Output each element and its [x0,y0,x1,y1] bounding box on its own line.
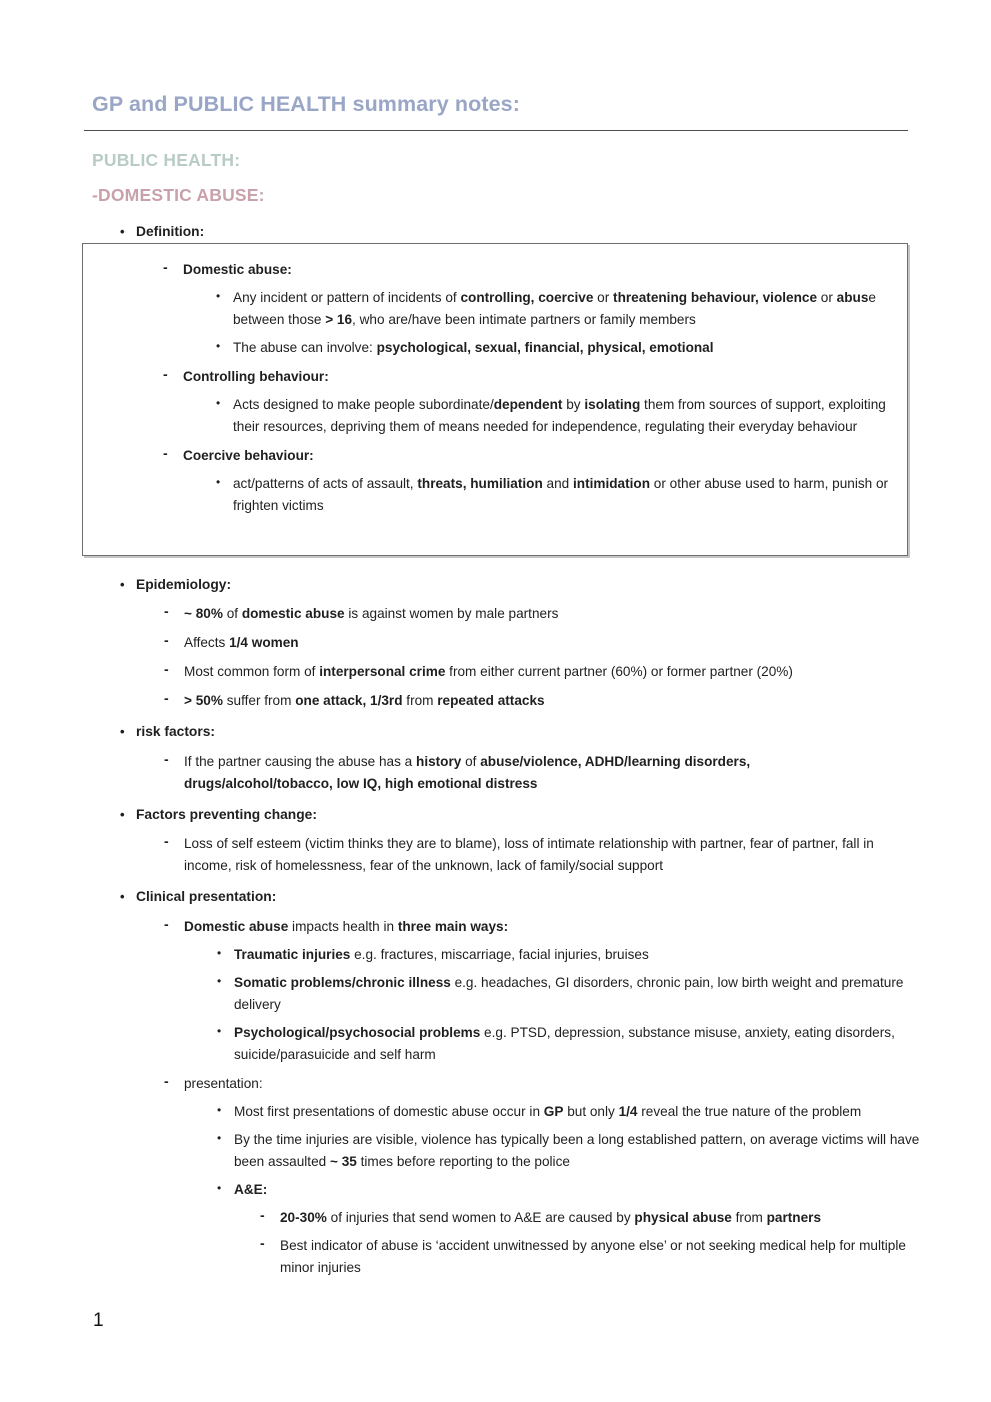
definition-item-point-text: Acts designed to make people subordinate/dependent by isolating them from sources of support, exploiting their resources, depriving them of means needed for independence, regulating their everyday behaviour [233,397,886,435]
epidemiology-points [0,603,991,712]
list-item-clinical-presentation [118,886,991,908]
bullet-icon: • [217,1130,222,1145]
bullet-icon: • [217,1102,222,1117]
definition-item-point-text: act/patterns of acts of assault, threats, humiliation and intimidation or other abuse used to harm, punish or frighten victims [233,476,889,514]
definition-item-point [213,394,893,438]
list-item [214,1129,924,1173]
list-item-text: Best indicator of abuse is ‘accident unwitnessed by anyone else’ or not seeking medical help for multiple minor injuries [280,1237,906,1275]
definition-box-content [83,244,907,517]
definition-item-point-text: The abuse can involve: psychological, sexual, financial, physical, emotional [233,340,714,356]
bullet-icon: • [217,945,222,960]
list-item-text: 20-30% of injuries that send women to A&E are caused by physical abuse from partners [280,1209,822,1225]
dash-icon: - [164,603,169,620]
list-item [162,751,884,795]
dash-icon: - [164,632,169,649]
list-item [162,833,884,877]
list-item [162,690,884,712]
bullet-icon: • [120,577,125,592]
list-item-text: > 50% suffer from one attack, 1/3rd from repeated attacks [184,693,545,709]
section-heading-public-health: PUBLIC HEALTH: [92,150,241,170]
list-item-text: Somatic problems/chronic illness e.g. headaches, GI disorders, chronic pain, low birth weight and premature delivery [234,974,904,1012]
bullet-icon: • [216,339,221,354]
definition-item-heading [161,259,883,281]
definition-item-point [213,337,893,359]
list-item [214,972,924,1016]
risk-factors-points [0,751,991,795]
dash-icon: - [163,259,168,275]
bullet-icon: • [120,889,125,905]
dash-icon: - [260,1234,265,1251]
list-item-text: If the partner causing the abuse has a history of abuse/violence, ADHD/learning disorders, drugs/alcohol/tobacco, low IQ, high emotional distress [184,753,751,791]
definition-item-heading-text: Domestic abuse: [183,262,292,277]
presentation-points [0,1101,991,1173]
epidemiology-label: Epidemiology: [136,577,232,592]
bullet-icon: • [120,806,125,822]
impacts-label: Domestic abuse impacts health in three main ways: [184,918,509,934]
definition-box [82,243,908,556]
section-heading-domestic-abuse: -DOMESTIC ABUSE: [92,185,265,205]
bullet-icon: • [217,1180,222,1195]
ae-points [0,1207,991,1279]
impacts-points [0,944,991,1066]
list-item-text: Most first presentations of domestic abuse occur in GP but only 1/4 reveal the true nature of the problem [234,1103,862,1119]
list-item-ae-heading [214,1179,924,1201]
clinical-presentation-label: Clinical presentation: [136,889,277,905]
factors-preventing-change-label: Factors preventing change: [136,806,317,822]
definition-item-point [213,473,893,517]
list-item-text: Traumatic injuries e.g. fractures, miscarriage, facial injuries, bruises [234,946,649,962]
list-item-definition [118,221,991,243]
page-title: GP and PUBLIC HEALTH summary notes: [92,92,520,116]
list-item-text: By the time injuries are visible, violence has typically been a long established pattern, on average victims will have been assaulted ~ 35 times before reporting to the police [234,1131,920,1169]
dash-icon: - [164,915,169,932]
definition-items [83,259,907,517]
list-item [162,603,884,625]
list-item-text: Most common form of interpersonal crime from either current partner (60%) or former partner (20%) [184,664,793,680]
bullet-icon: • [120,724,125,740]
list-item [258,1207,920,1229]
definition-item-heading-text: Coercive behaviour: [183,448,314,464]
list-item-risk-factors [118,721,991,743]
list-item-text: Psychological/psychosocial problems e.g. PTSD, depression, substance misuse, anxiety, eating disorders, suicide/parasuicide and self harm [234,1024,895,1062]
definition-item-point [213,287,893,331]
dash-icon: - [164,750,169,767]
list-item [214,1022,924,1066]
definition-item-point-text: Any incident or pattern of incidents of controlling, coercive or threatening behaviour, violence or abuse between those > 16, who are/have been intimate partners or family members [233,290,876,328]
risk-factors-label: risk factors: [136,724,215,740]
dash-icon: - [164,690,169,707]
list-item-text: ~ 80% of domestic abuse is against women by male partners [184,606,559,622]
ae-label: A&E: [234,1181,268,1197]
list-item [258,1235,920,1279]
bullet-icon: • [216,475,221,490]
dash-icon: - [163,445,168,462]
definition-item-heading [161,445,883,467]
bullet-icon: • [120,224,125,239]
definition-label: Definition: [136,224,205,239]
definition-item-heading [161,366,883,388]
dash-icon: - [163,366,168,383]
list-item-impacts-heading [162,916,884,938]
list-item [162,661,884,683]
bullet-icon: • [217,973,222,988]
definition-item-heading-text: Controlling behaviour: [183,369,329,385]
list-item-presentation-heading [162,1073,884,1095]
list-item-text: Affects 1/4 women [184,635,299,651]
notes-body [0,565,991,1281]
list-item-factors-preventing-change [118,804,991,826]
dash-icon: - [164,661,169,678]
bullet-icon: • [216,396,221,411]
list-item-text: Loss of self esteem (victim thinks they are to blame), loss of intimate relationship with partner, fear of partner, fall in income, risk of homelessness, fear of the unknown, lack of family/social support [184,836,874,874]
presentation-label: presentation: [184,1075,263,1091]
list-item [214,944,924,966]
dash-icon: - [164,833,169,850]
title-divider [84,130,908,131]
list-item [214,1101,924,1123]
page-number: 1 [93,1310,104,1331]
definition-heading-group [0,212,991,245]
dash-icon: - [260,1206,265,1223]
list-item [162,632,884,654]
list-item-epidemiology [118,574,991,596]
factors-preventing-change-points [0,833,991,877]
dash-icon: - [164,1072,169,1089]
bullet-icon: • [216,289,221,304]
bullet-icon: • [217,1023,222,1038]
